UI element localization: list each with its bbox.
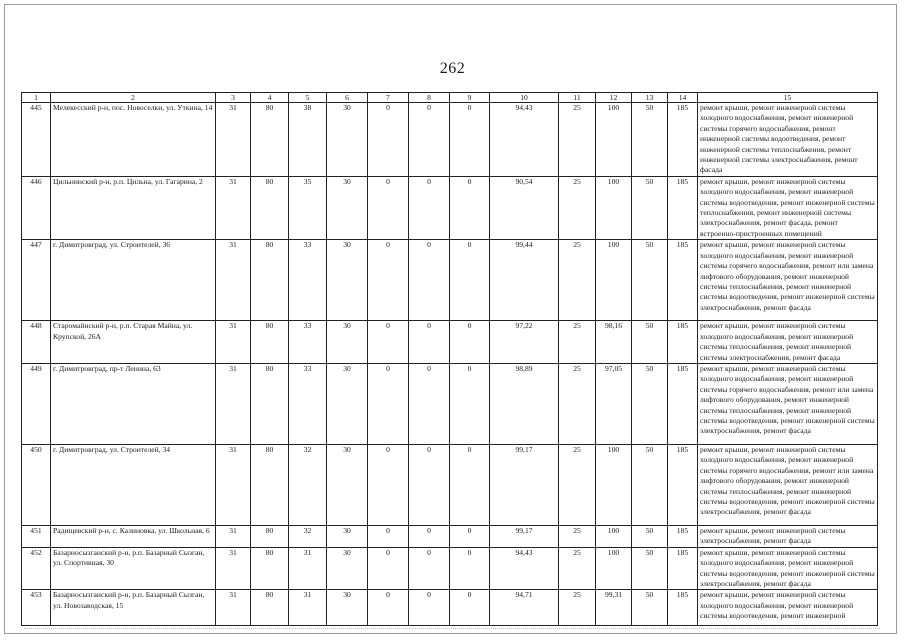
table-cell-col-7: 0: [368, 525, 409, 547]
repair-works-cell: ремонт крыши, ремонт инженерной системы холодного водоснабжения, ремонт инженерной системы водоотведения, ремонт инженерной системы теплоснабжения, ремонт инженерной системы электроснабжения, ремонт фасада, ремонт встроенно-пристроенных помещений: [698, 176, 878, 239]
column-header-9: 9: [450, 93, 490, 103]
table-cell-col-14: 185: [668, 176, 698, 239]
table-cell-col-4: 80: [251, 547, 289, 590]
table-cell-col-9: 0: [450, 547, 490, 590]
table-cell-col-10: 94,43: [490, 547, 559, 590]
table-cell-col-13: 50: [632, 103, 668, 177]
table-row: [22, 103, 878, 177]
table-cell-col-11: 25: [559, 176, 596, 239]
table-cell-col-14: 185: [668, 103, 698, 177]
table-cell-col-7: 0: [368, 321, 409, 364]
table-cell-col-8: 0: [409, 363, 450, 444]
table-cell-col-6: 30: [327, 547, 368, 590]
table-cell-col-13: 50: [632, 176, 668, 239]
table-cell-col-9: 0: [450, 321, 490, 364]
table-cell-col-10: 99,44: [490, 240, 559, 321]
table-cell-col-8: 0: [409, 590, 450, 626]
address-cell: Старомайнский р-н, р.п. Старая Майна, ул. Крупской, 26А: [51, 321, 216, 364]
row-number-cell: 453: [22, 590, 51, 626]
table-cell-col-8: 0: [409, 547, 450, 590]
column-header-2: 2: [51, 93, 216, 103]
column-header-12: 12: [596, 93, 632, 103]
table-cell-col-8: 0: [409, 525, 450, 547]
table-cell-col-14: 185: [668, 525, 698, 547]
header-row: [22, 93, 878, 103]
table-cell-col-3: 31: [216, 103, 251, 177]
table-cell-col-4: 80: [251, 176, 289, 239]
table-cell-col-12: 97,05: [596, 363, 632, 444]
table-cell-col-11: 25: [559, 103, 596, 177]
table-cell-col-10: 99,17: [490, 444, 559, 525]
table-cell-col-5: 33: [289, 240, 327, 321]
table-cell-col-9: 0: [450, 103, 490, 177]
table-cell-col-13: 50: [632, 547, 668, 590]
page-number: 262: [439, 60, 466, 77]
table-cell-col-4: 80: [251, 525, 289, 547]
table-row: [22, 547, 878, 590]
table-body: [22, 103, 878, 626]
table-cell-col-8: 0: [409, 240, 450, 321]
row-number-cell: 449: [22, 363, 51, 444]
table-cell-col-6: 30: [327, 590, 368, 626]
table-cell-col-12: 100: [596, 525, 632, 547]
address-cell: г. Димитровград, пр-т Ленина, 63: [51, 363, 216, 444]
column-header-8: 8: [409, 93, 450, 103]
table-cell-col-11: 25: [559, 321, 596, 364]
table-cell-col-10: 99,17: [490, 525, 559, 547]
row-number-cell: 445: [22, 103, 51, 177]
table-cell-col-5: 31: [289, 547, 327, 590]
table-row: [22, 363, 878, 444]
table-cell-col-8: 0: [409, 321, 450, 364]
table-cell-col-14: 185: [668, 321, 698, 364]
table-cell-col-13: 50: [632, 240, 668, 321]
table-cell-col-3: 31: [216, 525, 251, 547]
table-cell-col-7: 0: [368, 547, 409, 590]
table-cell-col-13: 50: [632, 590, 668, 626]
table-cell-col-12: 99,31: [596, 590, 632, 626]
table-row: [22, 321, 878, 364]
row-number-cell: 446: [22, 176, 51, 239]
table-cell-col-11: 25: [559, 240, 596, 321]
table-cell-col-6: 30: [327, 321, 368, 364]
repair-works-cell: ремонт крыши, ремонт инженерной системы холодного водоснабжения, ремонт инженерной системы горячего водоснабжения, ремонт или замена лифтового оборудования, ремонт инженерной системы теплоснабжения, ремонт инженерной системы водоотведения, ремонт инженерной системы электроснабжения, ремонт фасада: [698, 444, 878, 525]
table-cell-col-5: 32: [289, 444, 327, 525]
table-cell-col-5: 32: [289, 525, 327, 547]
table-cell-col-9: 0: [450, 176, 490, 239]
table-cell-col-12: 100: [596, 444, 632, 525]
column-header-7: 7: [368, 93, 409, 103]
repair-works-cell: ремонт крыши, ремонт инженерной системы холодного водоснабжения, ремонт инженерной системы горячего водоснабжения, ремонт инженерной системы водоотведения, ремонт инженерной системы теплоснабжения, ремонт инженерной системы электроснабжения, ремонт фасада: [698, 103, 878, 177]
address-cell: Радищевский р-н, с. Калиновка, ул. Школьная, 6: [51, 525, 216, 547]
column-header-4: 4: [251, 93, 289, 103]
table-cell-col-7: 0: [368, 240, 409, 321]
repair-works-cell: ремонт крыши, ремонт инженерной системы холодного водоснабжения, ремонт инженерной системы горячего водоснабжения, ремонт или замена лифтового оборудования, ремонт инженерной системы теплоснабжения, ремонт инженерной системы водоотведения, ремонт инженерной системы электроснабжения, ремонт фасада: [698, 240, 878, 321]
table-cell-col-14: 185: [668, 363, 698, 444]
table-cell-col-7: 0: [368, 363, 409, 444]
table-cell-col-7: 0: [368, 103, 409, 177]
table-cell-col-11: 25: [559, 547, 596, 590]
table-cell-col-12: 100: [596, 547, 632, 590]
table-cell-col-6: 30: [327, 103, 368, 177]
table-cell-col-13: 50: [632, 363, 668, 444]
table-cell-col-14: 185: [668, 547, 698, 590]
row-number-cell: 452: [22, 547, 51, 590]
table-cell-col-8: 0: [409, 176, 450, 239]
table-cell-col-3: 31: [216, 547, 251, 590]
table-row: [22, 525, 878, 547]
table-cell-col-4: 80: [251, 103, 289, 177]
table-cell-col-9: 0: [450, 444, 490, 525]
table-cell-col-11: 25: [559, 590, 596, 626]
table-cell-col-9: 0: [450, 363, 490, 444]
column-header-6: 6: [327, 93, 368, 103]
column-header-13: 13: [632, 93, 668, 103]
table-cell-col-10: 94,71: [490, 590, 559, 626]
column-header-3: 3: [216, 93, 251, 103]
repair-works-cell: ремонт крыши, ремонт инженерной системы холодного водоснабжения, ремонт инженерной системы водоотведения, ремонт инженерной: [698, 590, 878, 626]
table-cell-col-5: 31: [289, 590, 327, 626]
row-number-cell: 447: [22, 240, 51, 321]
table-cell-col-9: 0: [450, 525, 490, 547]
table-cell-col-4: 80: [251, 363, 289, 444]
table-cell-col-12: 100: [596, 176, 632, 239]
table-cell-col-4: 80: [251, 444, 289, 525]
table-cell-col-4: 80: [251, 240, 289, 321]
row-number-cell: 448: [22, 321, 51, 364]
table-cell-col-3: 31: [216, 321, 251, 364]
scan-edge-line: [24, 628, 880, 630]
column-header-15: 15: [698, 93, 878, 103]
table-cell-col-10: 94,43: [490, 103, 559, 177]
table-cell-col-5: 35: [289, 176, 327, 239]
table-row: [22, 176, 878, 239]
address-cell: Базарносызганский р-н, р.п. Базарный Сызган, ул. Новозаводская, 15: [51, 590, 216, 626]
table-cell-col-6: 30: [327, 240, 368, 321]
column-header-11: 11: [559, 93, 596, 103]
table-cell-col-5: 33: [289, 363, 327, 444]
table-cell-col-11: 25: [559, 444, 596, 525]
table-cell-col-13: 50: [632, 525, 668, 547]
table-cell-col-12: 100: [596, 103, 632, 177]
table-cell-col-9: 0: [450, 240, 490, 321]
register-table: [21, 92, 878, 626]
row-number-cell: 450: [22, 444, 51, 525]
address-cell: г. Димитровград, ул. Строителей, 34: [51, 444, 216, 525]
repair-works-cell: ремонт крыши, ремонт инженерной системы холодного водоснабжения, ремонт инженерной системы теплоснабжения, ремонт инженерной системы электроснабжения, ремонт фасада: [698, 321, 878, 364]
table-cell-col-14: 185: [668, 590, 698, 626]
table-cell-col-7: 0: [368, 590, 409, 626]
table-cell-col-6: 30: [327, 176, 368, 239]
table-cell-col-10: 97,22: [490, 321, 559, 364]
address-cell: Мелекесский р-н, пос. Новоселки, ул. Уткина, 14: [51, 103, 216, 177]
row-number-cell: 451: [22, 525, 51, 547]
column-header-14: 14: [668, 93, 698, 103]
table-cell-col-14: 185: [668, 444, 698, 525]
table-cell-col-10: 98,89: [490, 363, 559, 444]
table-row: [22, 590, 878, 626]
table-row: [22, 240, 878, 321]
table-cell-col-4: 80: [251, 590, 289, 626]
repair-works-cell: ремонт крыши, ремонт инженерной системы холодного водоснабжения, ремонт инженерной системы водоотведения, ремонт инженерной системы электроснабжения, ремонт фасада: [698, 547, 878, 590]
table-cell-col-3: 31: [216, 590, 251, 626]
table-cell-col-12: 98,16: [596, 321, 632, 364]
table-cell-col-6: 30: [327, 363, 368, 444]
table-cell-col-6: 30: [327, 525, 368, 547]
column-header-1: 1: [22, 93, 51, 103]
table-cell-col-3: 31: [216, 363, 251, 444]
table-cell-col-13: 50: [632, 321, 668, 364]
address-cell: г. Димитровград, ул. Строителей, 36: [51, 240, 216, 321]
table-cell-col-7: 0: [368, 176, 409, 239]
table-cell-col-6: 30: [327, 444, 368, 525]
repair-works-cell: ремонт крыши, ремонт инженерной системы электроснабжения, ремонт фасада: [698, 525, 878, 547]
table-cell-col-8: 0: [409, 103, 450, 177]
table-cell-col-5: 38: [289, 103, 327, 177]
table-row: [22, 444, 878, 525]
column-header-5: 5: [289, 93, 327, 103]
column-header-10: 10: [490, 93, 559, 103]
address-cell: Базарносызганский р-н, р.п. Базарный Сызган, ул. Спортивная, 30: [51, 547, 216, 590]
table-cell-col-10: 90,54: [490, 176, 559, 239]
table-cell-col-3: 31: [216, 176, 251, 239]
table-cell-col-4: 80: [251, 321, 289, 364]
address-cell: Цильнинский р-н, р.п. Цильна, ул. Гагарина, 2: [51, 176, 216, 239]
table-cell-col-5: 33: [289, 321, 327, 364]
repair-works-cell: ремонт крыши, ремонт инженерной системы холодного водоснабжения, ремонт инженерной системы горячего водоснабжения, ремонт или замена лифтового оборудования, ремонт инженерной системы теплоснабжения, ремонт инженерной системы водоотведения, ремонт инженерной системы электроснабжения, ремонт фасада: [698, 363, 878, 444]
table-cell-col-11: 25: [559, 525, 596, 547]
table-cell-col-7: 0: [368, 444, 409, 525]
table-cell-col-3: 31: [216, 240, 251, 321]
table-cell-col-12: 100: [596, 240, 632, 321]
table-cell-col-13: 50: [632, 444, 668, 525]
table-cell-col-3: 31: [216, 444, 251, 525]
table-cell-col-11: 25: [559, 363, 596, 444]
table-cell-col-9: 0: [450, 590, 490, 626]
table-cell-col-8: 0: [409, 444, 450, 525]
table-cell-col-14: 185: [668, 240, 698, 321]
